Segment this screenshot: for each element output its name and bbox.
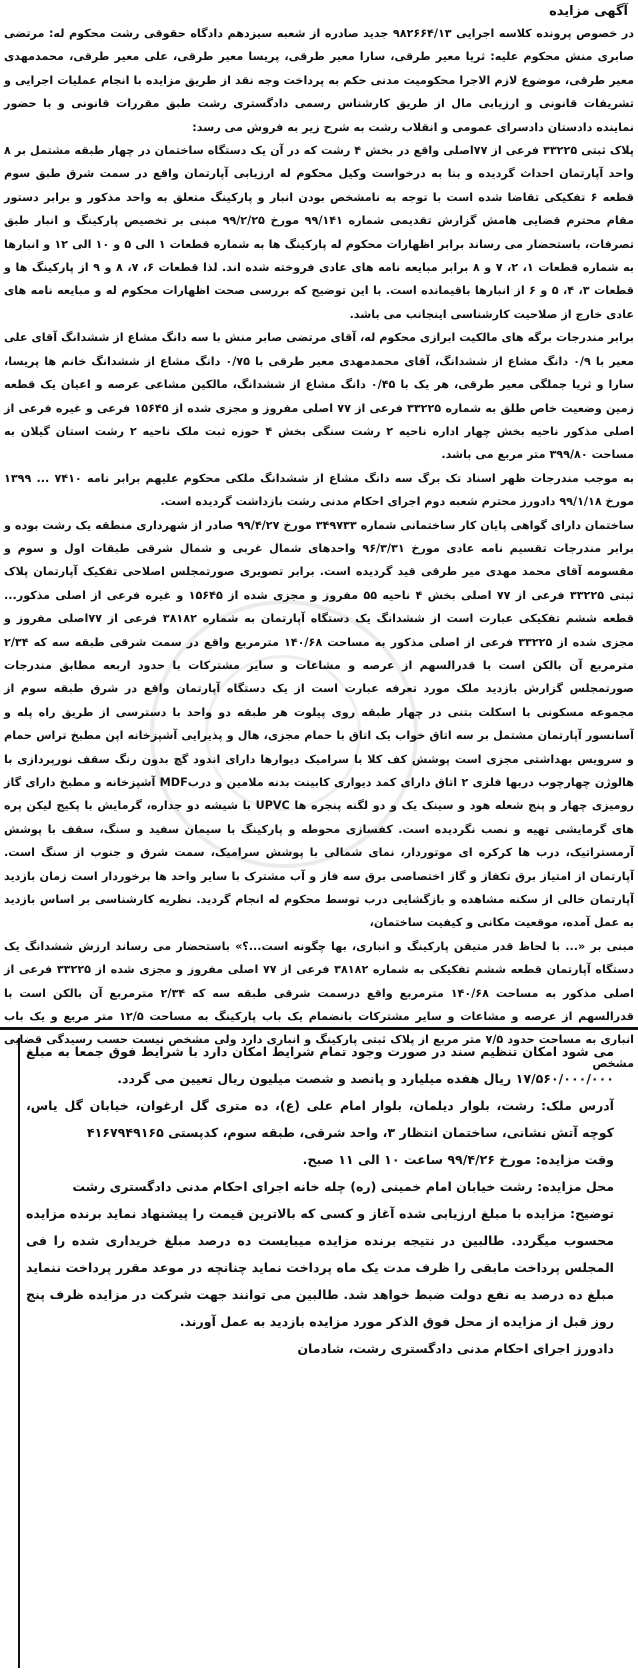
price-statement: می شود امکان تنظیم سند در صورت وجود تمام شرایط امکان دارد با شرایط فوق جمعا به مبلغ ۱۷/۵۶۰/۰۰۰/۰۰۰ ریال هفده میلیارد و پانصد و شصت میلیون ریال تعیین می گردد. xyxy=(26,1044,614,1086)
signature-line: دادورز اجرای احکام مدنی دادگستری رشت، شادمان xyxy=(297,1341,614,1356)
auction-terms xyxy=(18,1038,622,1668)
notice-title: آگهی مزایده xyxy=(549,4,628,19)
property-address: آدرس ملک: رشت، بلوار دیلمان، بلوار امام علی (ع)، ده متری گل ارغوان، خیابان گل یاس، کوچه آتش نشانی، ساختمان انتظار ۳، واحد شرقی، طبقه سوم، کدپستی ۴۱۶۷۹۴۹۱۶۵ xyxy=(26,1098,614,1140)
notice-paragraph: مبنی بر «... با لحاظ قدر متیقن پارکینگ و انباری، بها چگونه است...؟» باستحضار می رساند ارزش ششدانگ یک دستگاه آپارتمان قطعه ششم تفکیکی به شماره ۳۸۱۸۲ فرعی از ۷۷ اصلی مفروز و مجزی شده از ۳۳۲۲۵ فرعی از اصلی مذکور به مساحت ۱۴۰/۶۸ مترمربع واقع درسمت شرقی طبقه سه که ۲/۳۴ مترمربع آن بالکن است با قدرالسهم از عرصه و مشاعات و سایر مشترکات بانضمام یک باب پارکینگ به مساحت ۱۲/۵ متر مربع و یک باب انباری به مساحت حدود ۷/۵ متر مربع از پلاک ثبتی پارکینگ و انباری دارد ولی مشخص نیست حسب رسیدگی قضایی مشخص xyxy=(4,939,634,1070)
notice-paragraph: برابر مندرجات برگه های مالکیت ابرازی محکوم له، آقای مرتضی صابر منش با سه دانگ مشاع از ششدانگ آقای علی معیر با ۰/۹ دانگ مشاع از ششدانگ، آقای محمدمهدی معیر طرقی با ۰/۷۵ دانگ مشاع از ششدانگ خانم ها پریسا، سارا و ثریا جملگی معیر طرقی، هر یک با ۰/۴۵ دانگ مشاع از ششدانگ، مالکین مشاعی عرصه و اعیان یک قطعه زمین وضعیت خاص طلق به شماره ۳۳۲۲۵ فرعی از ۷۷ اصلی مفروز و مجزی شده از ۱۵۶۴۵ فرعی و غیره فرعی از اصلی مذکور ناحیه بخش چهار اداره ناحیه ۲ رشت سنگی بخش ۴ حوزه ثبت ملک ناحیه ۲ رشت استان گیلان به مساحت ۳۹۹/۸۰ متر مربع می باشد. xyxy=(4,331,634,462)
notice-body xyxy=(4,22,634,1075)
auction-time: وقت مزایده: مورخ ۹۹/۴/۲۶ ساعت ۱۰ الی ۱۱ صبح. xyxy=(302,1152,614,1167)
notice-paragraph: ساختمان دارای گواهی پایان کار ساختمانی شماره ۳۴۹۷۳۳ مورخ ۹۹/۴/۲۷ صادر از شهرداری منطقه یک رشت بوده و برابر مندرجات تقسیم نامه عادی مورخ ۹۶/۳/۳۱ واحدهای شمال غربی و شمال شرقی طبقات اول و سوم و مقسومه آقای محمد مهدی میر طرقی قید گردیده است. برابر تصویری صورتمجلس اصلاحی تفکیک آپارتمان پلاک ثبتی ۳۳۲۲۵ فرعی از ۷۷ اصلی بخش ۴ ناحیه ۵۵ مفروز و مجزی شده از ۱۵۶۴۵ و غیره فرعی از اصلی مذکور... قطعه ششم تفکیکی عبارت است از ششدانگ یک دستگاه آپارتمان به شماره ۳۸۱۸۲ فرعی از ۷۷اصلی مفروز و مجزی شده از ۳۳۲۲۵ فرعی از اصلی مذکور به مساحت ۱۴۰/۶۸ مترمربع واقع در سمت شرقی طبقه سه که ۲/۳۴ مترمربع آن بالکن است با قدرالسهم از عرصه و مشاعات و سایر مشترکات با حدود اربعه مطابق مندرجات صورتمجلس گزارش بازدید ملک مورد تعرفه عبارت است از یک دستگاه آپارتمان واقع در شرق طبقه سوم از مجموعه مسکونی با اسکلت بتنی در چهار طبقه روی پیلوت هر طبقه دو واحد با دسترسی از طریق راه پله و آسانسور آپارتمان مشتمل بر سه اتاق خواب یک اتاق با حمام مجزی، هال و پذیرایی آشپزخانه اپن مطبخ تراس حمام و سرویس بهداشتی مجزی است پوشش کف کلا با سرامیک دیوارها دارای اندود گچ بدون رنگ سقف نورپردازی با هالوژن چهارچوب دربها فلزی ۲ اتاق دارای کمد دیواری کابینت بدنه ملامین و دربMDF آشپزخانه و مطبخ دارای گاز رومیزی چهار و پنج شعله هود و سینک یک و دو لگنه پنجره ها UPVC با شیشه دو جداره، گرمایش با پکیج لیکن پره های گرمایشی تهیه و نصب نگردیده است. کفسازی محوطه و پارکینگ با سیمان سفید و سنگ، سقف با پوشش آرمستراتیک، درب ها کرکره ای موتوردار، نمای شمالی با پوشش سرامیک، سمت شرق و جنوب از سنگ است. آپارتمان از امتیاز برق تکفاز و گاز اختصاصی برق سه فاز و آب مشترک با سایر واحد ها برخوردار است زمان بازدید آپارتمان خالی از سکنه مشاهده و بازگشایی درب توسط محکوم له انجام گردید. نظریه کارشناسی بر اساس بازدید به عمل آمده، موقعیت مکانی و کیفیت ساختمان، xyxy=(4,518,635,930)
auction-explanation: توضیح: مزایده با مبلغ ارزیابی شده آغاز و کسی که بالاترین قیمت را پیشنهاد نماید برنده مزایده محسوب میگردد. طالبین در نتیجه برنده مزایده میبایست ده درصد مبلغ خریداری شده را فی المجلس پرداخت مابقی را ظرف مدت یک ماه پرداخت نماید چنانچه در موعد مقرر پرداخت ننماید مبلغ ده درصد به نفع دولت ضبط خواهد شد. طالبین می توانند جهت شرکت در مزایده ظرف پنج روز قبل از مزایده از محل فوق الذکر مورد مزایده بازدید به عمل آورند. xyxy=(26,1206,614,1329)
notice-paragraph: در خصوص پرونده کلاسه اجرایی ۹۸۲۶۶۴/۱۳ جدید صادره از شعبه سیزدهم دادگاه حقوقی رشت محکوم له: مرتضی صابری منش محکوم علیه: ثریا معیر طرقی، سارا معیر طرقی، پریسا معیر طرقی، علی معیر طرقی، محمدمهدی معیر طرقی، موضوع لازم الاجرا محکومیت مدنی حکم به پرداخت وجه نقد از طریق مزایده با انجام عملیات اجرایی و تشریفات قانونی و ارزیابی مال از طریق کارشناس رسمی دادگستری رشت طبق مقررات قانونی و با حضور نماینده دادستان دادسرای عمومی و انقلاب رشت به شرح زیر به فروش می رسد: xyxy=(4,27,635,134)
notice-paragraph: پلاک ثبتی ۳۳۲۲۵ فرعی از ۷۷اصلی واقع در بخش ۴ رشت که در آن یک دستگاه ساختمان در چهار طبقه مشتمل بر ۸ واحد آپارتمان احداث گردیده و بنا به درخواست وکیل محکوم له ارزیابی آپارتمان واقع در سمت شرق طبق سوم قطعه ۶ تفکیکی تقاضا شده است با توجه به نامشخص بودن انبار و پارکینگ متعلق به واحد مذکور و برابر دستور مقام محترم قضایی هامش گزارش تقدیمی شماره ۹۹/۱۴۱ مورخ ۹۹/۲/۲۵ مبنی بر تخصیص پارکینگ و انبار طبق تصرفات، باستحضار می رساند برابر اظهارات محکوم له پارکینگ ها به شماره قطعات ۱ الی ۵ و ۱۰ الی ۱۲ و انبارها به شماره قطعات ۱، ۲، ۷ و ۸ برابر مبایعه نامه های عادی فروخته شده اند. لذا قطعات ۶، ۷، ۸ و ۹ از پارکینگ ها و قطعات ۳، ۴، ۵ و ۶ از انبارها باقیمانده است. با این توضیح که بررسی صحت اظهارات محکوم له و مبایعه نامه های عادی خارج از صلاحیت کارشناسی اینجانب می باشد. xyxy=(4,144,634,321)
section-divider xyxy=(0,1027,638,1030)
auction-location: محل مزایده: رشت خیابان امام خمینی (ره) چله خانه اجرای احکام مدنی دادگستری رشت xyxy=(72,1179,614,1194)
notice-paragraph: به موجب مندرجات ظهر اسناد تک برگ سه دانگ مشاع از ششدانگ ملکی محکوم علیهم برابر نامه ۷۴۱۰ ... ۱۳۹۹ مورخ ۹۹/۱/۱۸ دادورز محترم شعبه دوم اجرای احکام مدنی رشت بازداشت گردیده است. xyxy=(4,471,634,509)
